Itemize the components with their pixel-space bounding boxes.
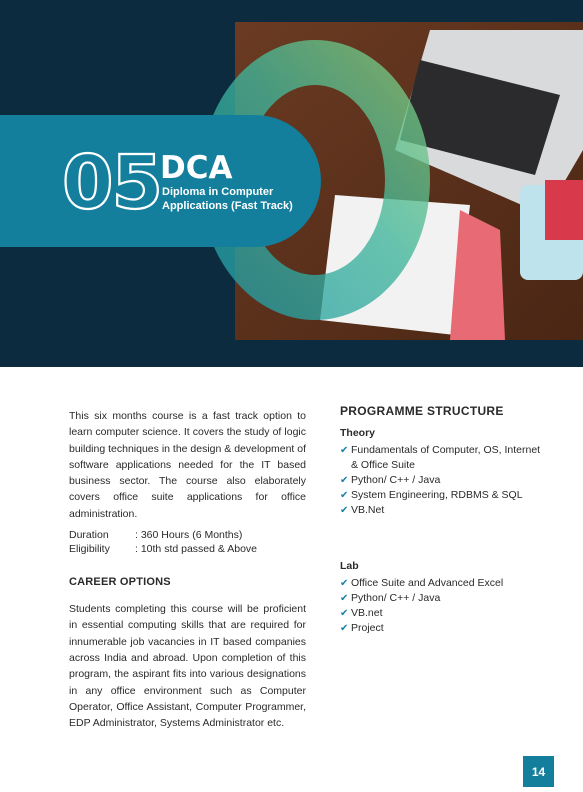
course-number: 05 [62, 140, 161, 226]
checkmark-icon: ✔ [340, 608, 349, 619]
list-item: ✔ VB.net [340, 607, 383, 619]
list-item: ✔ Office Suite and Advanced Excel [340, 577, 504, 589]
detail-label: Duration [69, 529, 109, 542]
course-description: This six months course is a fast track option to learn computer science. It covers the study of logic building techniques in the design & development of software applications needed for the IT based business sector. The course also elaborately covers office suite applications for office administration. [69, 410, 306, 520]
theory-heading: Theory [340, 427, 376, 439]
detail-value: : 10th std passed & Above [135, 543, 258, 556]
course-details [69, 528, 306, 556]
detail-row-duration [69, 528, 306, 542]
detail-label: Eligibility [69, 543, 110, 556]
course-code: DCA [160, 150, 233, 186]
page-number: 14 [523, 756, 554, 787]
detail-row-eligibility [69, 542, 306, 556]
course-name: Diploma in Computer Applications (Fast Track) [162, 186, 293, 212]
lab-heading: Lab [340, 560, 359, 572]
list-item: ✔ Project [340, 622, 384, 634]
checkmark-icon: ✔ [340, 475, 349, 486]
right-column [340, 404, 550, 636]
checkmark-icon: ✔ [340, 445, 349, 456]
career-description: Students completing this course will be proficient in essential computing skills that are required for innumerable job vacancies in IT based companies across India and abroad. Upon completion of this program, the aspirant fits into various designations in any office environment such as Computer Operator, Office Assistant, Computer Programmer, EDP Administrator, Systems Administrator etc. [69, 603, 306, 730]
list-item: ✔ Fundamentals of Computer, OS, Internet & Office Suite [340, 444, 541, 471]
career-heading: CAREER OPTIONS [69, 576, 171, 589]
list-item: ✔ VB.Net [340, 504, 385, 516]
hero-banner [0, 0, 583, 367]
checkmark-icon: ✔ [340, 623, 349, 634]
list-item: ✔ Python/ C++ / Java [340, 474, 441, 486]
checkmark-icon: ✔ [340, 578, 349, 589]
left-column [69, 408, 306, 731]
checkmark-icon: ✔ [340, 490, 349, 501]
list-item: ✔ Python/ C++ / Java [340, 592, 441, 604]
programme-heading: PROGRAMME STRUCTURE [340, 404, 504, 418]
list-item: ✔ System Engineering, RDBMS & SQL [340, 489, 523, 501]
theory-list [340, 443, 550, 518]
detail-value: : 360 Hours (6 Months) [135, 529, 243, 542]
lab-list [340, 576, 550, 636]
checkmark-icon: ✔ [340, 505, 349, 516]
checkmark-icon: ✔ [340, 593, 349, 604]
